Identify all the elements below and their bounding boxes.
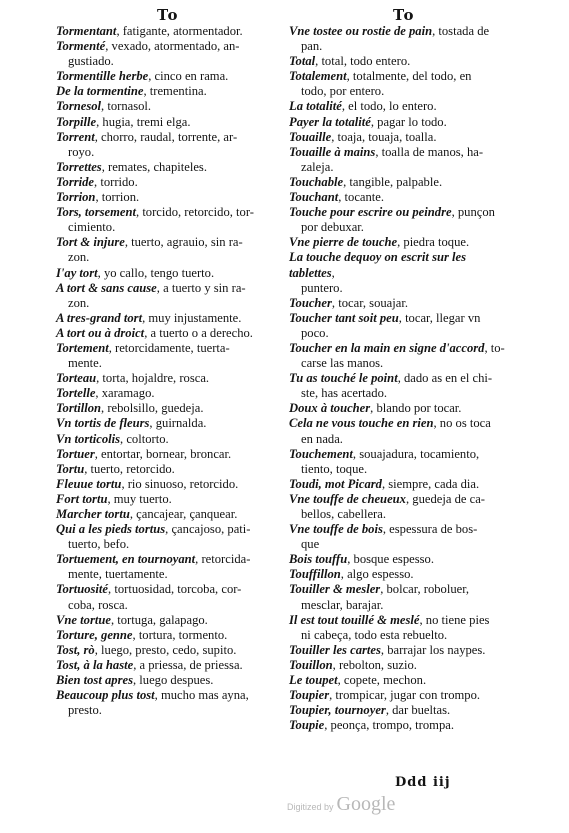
dictionary-entry [56, 522, 278, 552]
entry-headword: Touaille à mains [289, 144, 376, 159]
entry-continuation: pan. [301, 39, 323, 54]
entry-translation: , a tuerto o a derecho. [144, 325, 253, 340]
entry-headword: Vn torticolis [56, 431, 121, 446]
entry-headword: Fort tortu [56, 491, 108, 506]
entry-headword: Vne pierre de touche [289, 235, 398, 250]
entry-translation: , siempre, cada dia. [381, 476, 480, 491]
entry-translation: , rebolton, suzio. [332, 657, 417, 672]
entry-translation: , chorro, raudal, torrente, ar- [94, 129, 238, 144]
entry-headword: Torrent [56, 129, 95, 144]
dictionary-entry [56, 190, 278, 205]
dictionary-entry [289, 99, 513, 114]
entry-headword: Vne touffe de bois [289, 522, 383, 537]
entry-headword: Tu as touché le point [289, 371, 398, 386]
watermark-small-text: Digitized by [287, 802, 334, 812]
entry-headword: La totalité [289, 99, 342, 114]
dictionary-entry [56, 432, 278, 447]
entry-headword: Fleuue tortu [56, 476, 122, 491]
entry-translation: , cinco en rama. [148, 69, 229, 84]
dictionary-entry [56, 688, 278, 718]
dictionary-entry [56, 613, 278, 628]
dictionary-entry [56, 130, 278, 160]
entry-headword: Totalement [289, 69, 347, 84]
entry-headword: Tost, à la haste [56, 657, 134, 672]
dictionary-entry [56, 326, 278, 341]
entry-headword: Toudi, mot Picard [289, 476, 382, 491]
entry-headword: Touche pour escrire ou peindre [289, 205, 452, 220]
dictionary-entry [289, 145, 513, 175]
right-column [289, 24, 513, 733]
dictionary-entry [56, 658, 278, 673]
entry-translation: , toaja, touaja, toalla. [331, 129, 437, 144]
entry-headword: Torrion [56, 190, 96, 205]
entry-continuation: todo, por entero. [301, 84, 385, 99]
entry-translation: , torrido. [94, 174, 138, 189]
entry-continuation: ni cabeça, todo esta rebuelto. [301, 627, 448, 642]
entry-headword: Toupier [289, 688, 330, 703]
dictionary-entry [289, 688, 513, 703]
entry-translation: , a tuerto y sin ra- [156, 280, 246, 295]
dictionary-entry [56, 311, 278, 326]
entry-translation: , tocante. [338, 190, 385, 205]
dictionary-entry [289, 658, 513, 673]
entry-translation: , luego, presto, cedo, supito. [94, 642, 237, 657]
entry-translation: , muy injustamente. [142, 310, 242, 325]
entry-translation: , torcido, retorcido, tor- [136, 205, 254, 220]
entry-headword: Il est tout touillé & meslé [289, 612, 420, 627]
entry-headword: Tost, rò [56, 642, 95, 657]
entry-continuation: puntero. [301, 280, 343, 295]
entry-translation: , [331, 265, 335, 280]
entry-translation: , luego despues. [132, 673, 214, 688]
entry-headword: I'ay tort [56, 265, 98, 280]
entry-headword: Touchable [289, 174, 344, 189]
entry-translation: , a priessa, de priessa. [133, 657, 243, 672]
entry-continuation: bellos, cabellera. [301, 507, 386, 521]
dictionary-entry [56, 99, 278, 114]
entry-continuation: ste, has acertado. [301, 386, 388, 401]
entry-translation: , guirnalda. [149, 416, 207, 431]
dictionary-entry [289, 250, 513, 295]
signature-mark: Ddd iij [395, 775, 451, 790]
dictionary-entry [289, 311, 513, 341]
entry-translation: , retorcidamente, tuerta- [108, 340, 230, 355]
dictionary-entry [289, 69, 513, 99]
entry-translation: , hugia, tremi elga. [96, 114, 191, 129]
entry-headword: Payer la totalité [289, 114, 371, 129]
entry-translation: , toalla de manos, ha- [375, 144, 484, 159]
dictionary-entry [56, 507, 278, 522]
entry-translation: , coltorto. [120, 431, 169, 446]
entry-translation: , el todo, lo entero. [341, 99, 437, 114]
dictionary-entry [56, 115, 278, 130]
dictionary-entry [289, 401, 513, 416]
entry-headword: Le toupet [289, 673, 338, 688]
dictionary-entry [289, 447, 513, 477]
entry-translation: , muy tuerto. [107, 491, 172, 506]
dictionary-entry [56, 84, 278, 99]
entry-translation: , guedeja de ca- [405, 491, 485, 506]
dictionary-entry [289, 341, 513, 371]
entry-translation: , tuerto, agrauio, sin ra- [124, 235, 243, 250]
entry-translation: , copete, mechon. [337, 673, 427, 688]
entry-headword: Vne touffe de cheueux [289, 491, 406, 506]
dictionary-entry [289, 115, 513, 130]
entry-translation: , çancajoso, pati- [165, 522, 251, 537]
entry-translation: , vexado, atormentado, an- [105, 39, 240, 54]
dictionary-entry [56, 401, 278, 416]
entry-headword: Toupie [289, 718, 325, 733]
dictionary-entry [56, 69, 278, 84]
dictionary-entry [56, 643, 278, 658]
entry-headword: Tort & injure [56, 235, 125, 250]
entry-headword: Tortu [56, 461, 85, 476]
entry-continuation: tiento, toque. [301, 461, 368, 476]
entry-continuation: que [301, 537, 320, 552]
dictionary-entry [56, 462, 278, 477]
dictionary-entry [56, 235, 278, 265]
entry-headword: Total [289, 54, 316, 69]
running-head-right: To [393, 6, 415, 24]
entry-headword: Touaille [289, 129, 332, 144]
entry-headword: Torpille [56, 114, 97, 129]
entry-headword: Toucher en la main en signe d'accord [289, 340, 485, 355]
entry-translation: , remates, chapiteles. [101, 159, 207, 174]
entry-headword: Touiller les cartes [289, 642, 381, 657]
entry-translation: , algo espesso. [340, 567, 414, 582]
entry-headword: Tormenté [56, 39, 106, 54]
entry-translation: , to- [484, 340, 505, 355]
entry-headword: Touffillon [289, 567, 341, 582]
entry-continuation: cimiento. [68, 220, 116, 235]
entry-translation: , punçon [451, 205, 495, 220]
dictionary-entry [289, 522, 513, 552]
entry-headword: Tortuement, en tournoyant [56, 552, 196, 567]
entry-translation: , pagar lo todo. [370, 114, 447, 129]
entry-translation: , bolcar, roboluer, [380, 582, 470, 597]
dictionary-entry [56, 673, 278, 688]
entry-translation: , retorcida- [195, 552, 251, 567]
entry-headword: Touillon [289, 657, 333, 672]
entry-headword: Toupier, tournoyer [289, 703, 386, 718]
dictionary-entry [289, 673, 513, 688]
entry-continuation: poco. [301, 325, 329, 340]
entry-translation: , entortar, bornear, broncar. [94, 446, 232, 461]
entry-translation: , xaramago. [95, 386, 155, 401]
dictionary-entry [289, 492, 513, 522]
dictionary-entry [56, 24, 278, 39]
entry-translation: , trompicar, jugar con trompo. [329, 688, 481, 703]
dictionary-entry [56, 39, 278, 69]
entry-continuation: por debuxar. [301, 220, 364, 235]
dictionary-entry [56, 281, 278, 311]
entry-translation: , souajadura, tocamiento, [352, 446, 480, 461]
entry-headword: Vne tortue [56, 612, 111, 627]
entry-headword: Tornesol [56, 99, 102, 114]
digitized-watermark [287, 793, 395, 816]
dictionary-entry [289, 477, 513, 492]
dictionary-entry [289, 24, 513, 54]
dictionary-entry [56, 582, 278, 612]
dictionary-entry [56, 341, 278, 371]
entry-headword: Tors, torsement [56, 205, 137, 220]
entry-translation: , mucho mas ayna, [154, 688, 249, 703]
dictionary-entry [56, 160, 278, 175]
entry-translation: , no os toca [433, 416, 491, 431]
entry-translation: , fatigante, atormentador. [116, 24, 243, 38]
entry-translation: , peonça, trompo, trompa. [324, 718, 454, 733]
entry-continuation: tuerto, befo. [68, 537, 130, 552]
entry-headword: Tormentant [56, 24, 117, 38]
entry-translation: , totalmente, del todo, en [346, 69, 472, 84]
entry-headword: Qui a les pieds tortus [56, 522, 166, 537]
entry-translation: , trementina. [143, 84, 207, 99]
entry-continuation: presto. [68, 703, 102, 718]
entry-translation: , tangible, palpable. [343, 174, 443, 189]
entry-headword: Torride [56, 174, 95, 189]
dictionary-entry [289, 205, 513, 235]
entry-headword: Vne tostee ou rostie de pain [289, 24, 433, 38]
entry-translation: , rio sinuoso, retorcido. [121, 476, 239, 491]
dictionary-entry [289, 643, 513, 658]
entry-headword: Toucher [289, 295, 332, 310]
entry-headword: Bien tost apres [56, 673, 133, 688]
entry-continuation: mente. [68, 356, 102, 371]
dictionary-entry [289, 54, 513, 69]
dictionary-entry [56, 447, 278, 462]
entry-translation: , piedra toque. [397, 235, 470, 250]
running-head-left: To [157, 6, 179, 24]
dictionary-entry [289, 582, 513, 612]
entry-translation: , torta, hojaldre, rosca. [96, 371, 210, 386]
entry-translation: , tortuosidad, torcoba, cor- [108, 582, 242, 597]
dictionary-entry [289, 552, 513, 567]
entry-headword: Marcher tortu [56, 507, 130, 521]
entry-headword: Tortuosité [56, 582, 109, 597]
entry-translation: , tocar, llegar vn [398, 310, 481, 325]
entry-translation: , tostada de [432, 24, 490, 38]
dictionary-entry [289, 613, 513, 643]
entry-translation: , torrion. [95, 190, 140, 205]
entry-translation: , barrajar los naypes. [380, 642, 486, 657]
entry-translation: , tocar, souajar. [331, 295, 409, 310]
dictionary-entry [56, 416, 278, 431]
entry-headword: A tres-grand tort [56, 310, 143, 325]
entry-headword: Torture, genne [56, 627, 133, 642]
entry-continuation: carse las manos. [301, 356, 384, 371]
entry-continuation: mente, tuertamente. [68, 567, 168, 582]
dictionary-entry [56, 386, 278, 401]
entry-continuation: en nada. [301, 431, 343, 446]
dictionary-entry [56, 492, 278, 507]
entry-headword: Torrettes [56, 159, 102, 174]
dictionary-entry [289, 567, 513, 582]
dictionary-entry [289, 371, 513, 401]
dictionary-entry [56, 628, 278, 643]
entry-headword: Touiller & mesler [289, 582, 381, 597]
entry-translation: , dado as en el chi- [397, 371, 493, 386]
entry-continuation: royo. [68, 144, 95, 159]
dictionary-entry [56, 371, 278, 386]
dictionary-entry [56, 175, 278, 190]
entry-headword: Tortelle [56, 386, 96, 401]
entry-headword: Torteau [56, 371, 97, 386]
watermark-logo-text: Google [336, 793, 396, 815]
entry-headword: Touchement [289, 446, 353, 461]
entry-translation: , no tiene pies [419, 612, 490, 627]
entry-translation: , rebolsillo, guedeja. [101, 401, 204, 416]
entry-headword: Toucher tant soit peu [289, 310, 399, 325]
entry-headword: Touchant [289, 190, 339, 205]
entry-headword: Bois touffu [289, 552, 348, 567]
entry-translation: , blando por tocar. [370, 401, 462, 416]
left-column [56, 24, 278, 718]
dictionary-entry [56, 552, 278, 582]
entry-continuation: zon. [68, 295, 90, 310]
entry-continuation: mesclar, barajar. [301, 597, 384, 612]
dictionary-entry [289, 718, 513, 733]
entry-headword: A tort ou à droict [56, 325, 145, 340]
entry-translation: , tuerto, retorcido. [84, 461, 175, 476]
entry-headword: La touche dequoy on escrit sur les tablettes [289, 250, 467, 280]
entry-continuation: zaleja. [301, 159, 334, 174]
entry-continuation: zon. [68, 250, 90, 265]
dictionary-entry [289, 175, 513, 190]
dictionary-entry [289, 190, 513, 205]
entry-headword: Beaucoup plus tost [56, 688, 155, 703]
entry-translation: , tortura, tormento. [132, 627, 228, 642]
entry-translation: , yo callo, tengo tuerto. [97, 265, 215, 280]
entry-translation: , çancajear, çanquear. [129, 507, 238, 521]
entry-headword: A tort & sans cause [56, 280, 157, 295]
entry-headword: Tortement [56, 340, 109, 355]
dictionary-entry [56, 477, 278, 492]
entry-translation: , bosque espesso. [347, 552, 434, 567]
dictionary-entry [56, 266, 278, 281]
entry-headword: Tortillon [56, 401, 102, 416]
dictionary-entry [289, 235, 513, 250]
entry-translation: , tortuga, galapago. [110, 612, 208, 627]
entry-headword: De la tormentine [56, 84, 144, 99]
entry-headword: Tormentille herbe [56, 69, 149, 84]
entry-translation: , total, todo entero. [315, 54, 411, 69]
entry-translation: , tornasol. [101, 99, 152, 114]
entry-translation: , espessura de bos- [382, 522, 478, 537]
entry-translation: , dar bueltas. [385, 703, 451, 718]
entry-headword: Tortuer [56, 446, 95, 461]
entry-continuation: coba, rosca. [68, 597, 128, 612]
entry-headword: Cela ne vous touche en rien [289, 416, 434, 431]
dictionary-entry [289, 416, 513, 446]
entry-headword: Vn tortis de fleurs [56, 416, 150, 431]
dictionary-entry [289, 130, 513, 145]
dictionary-entry [289, 296, 513, 311]
dictionary-entry [289, 703, 513, 718]
entry-headword: Doux à toucher [289, 401, 371, 416]
entry-continuation: gustiado. [68, 54, 114, 69]
dictionary-entry [56, 205, 278, 235]
